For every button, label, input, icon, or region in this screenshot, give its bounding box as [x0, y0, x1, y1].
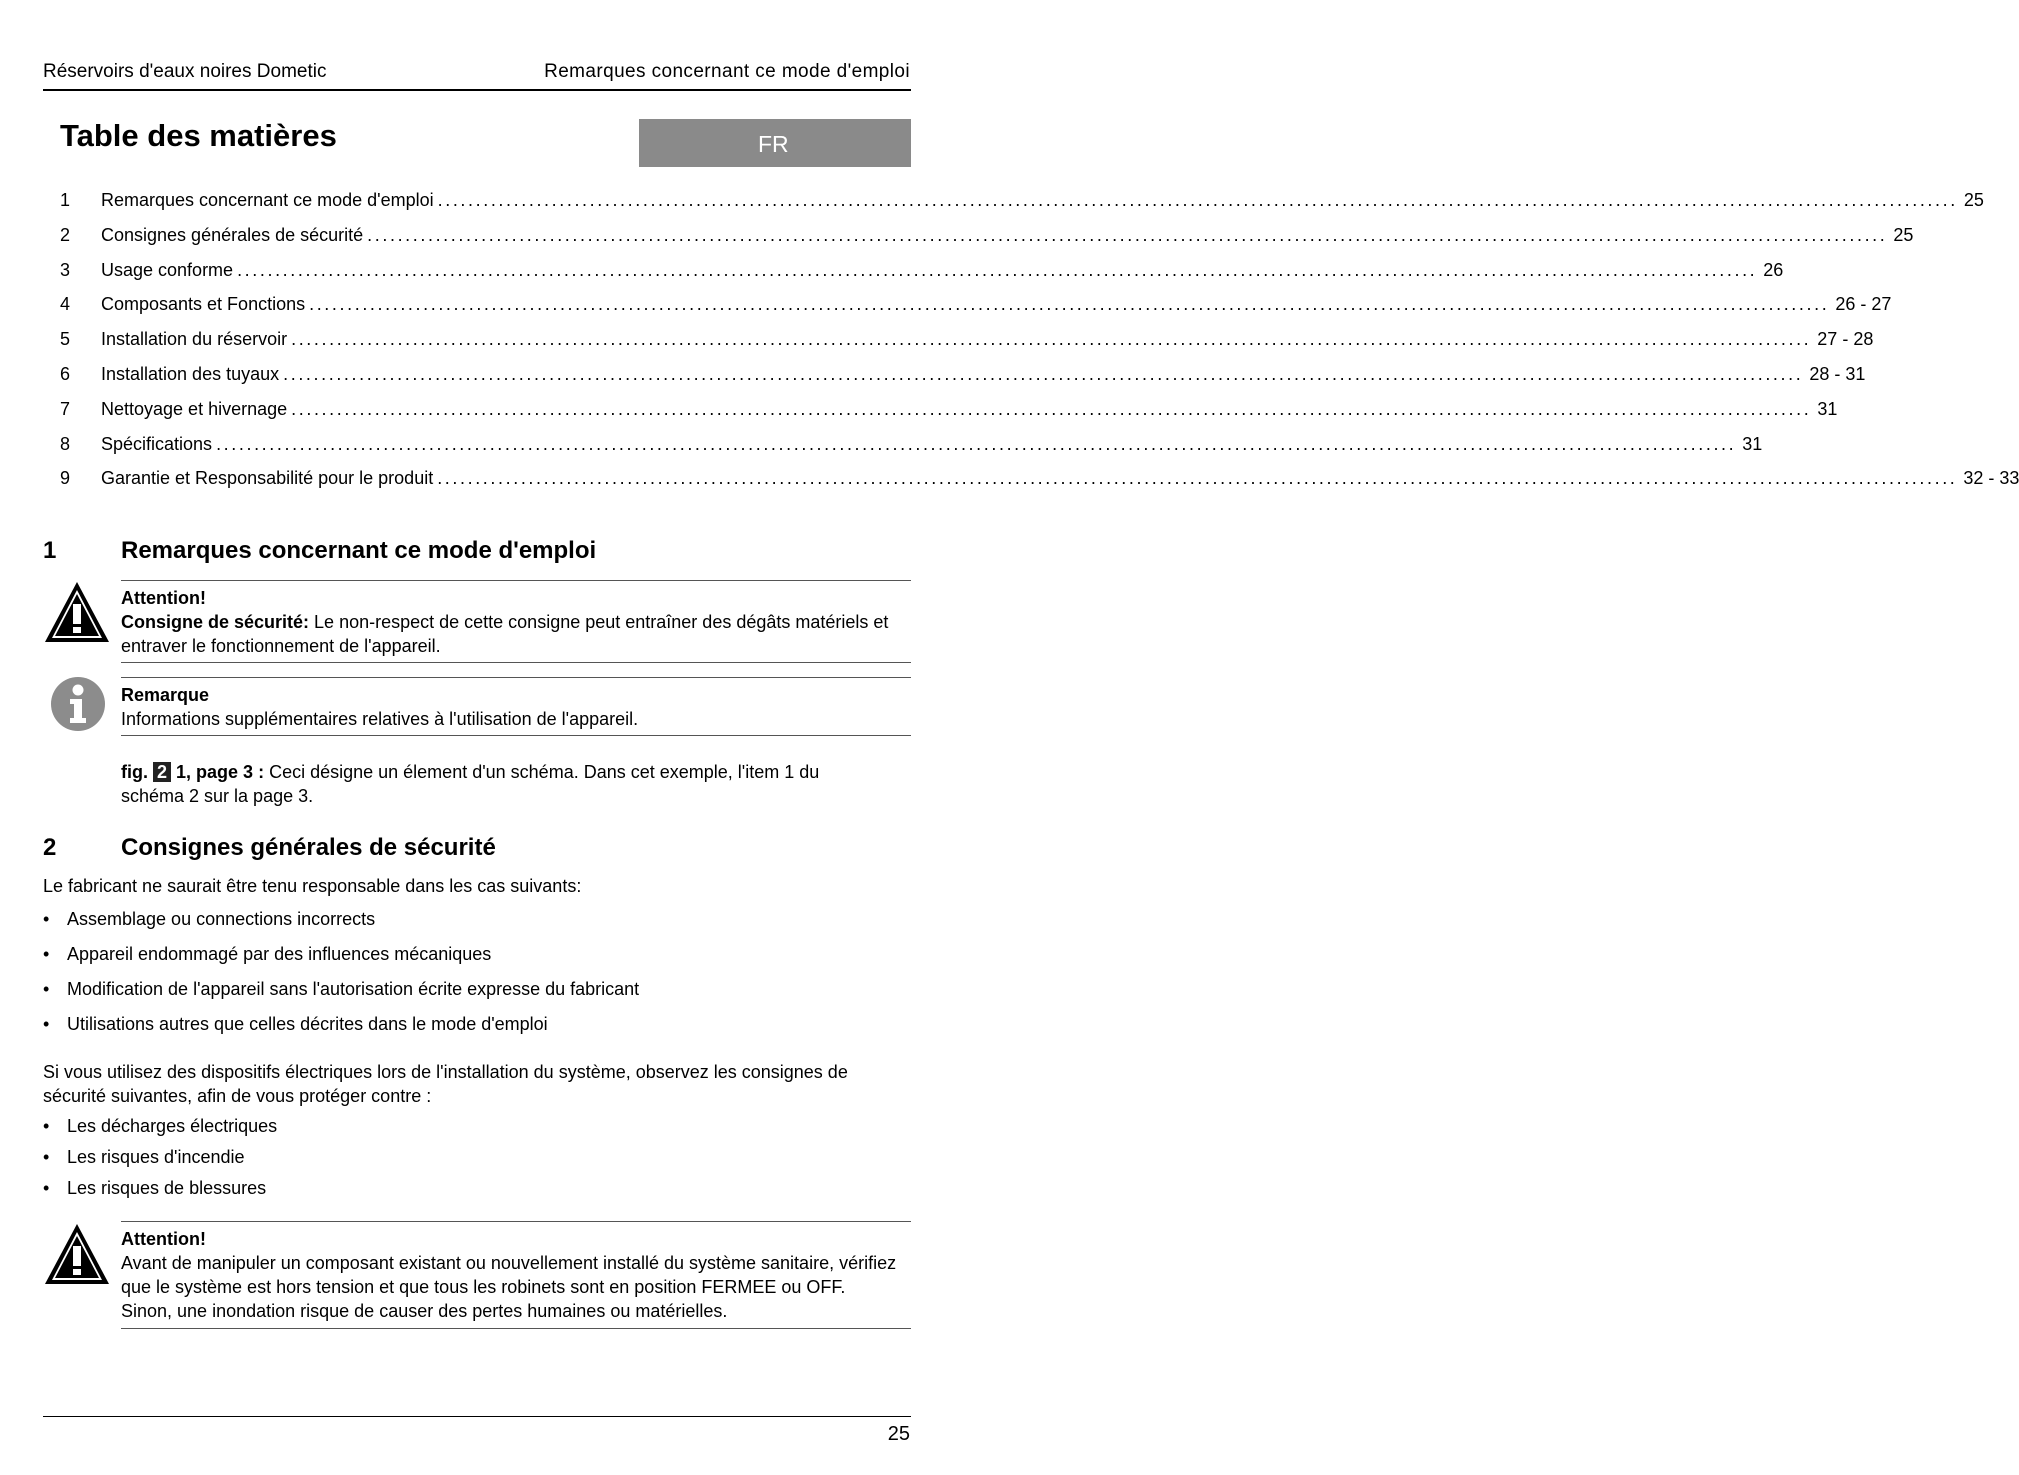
warning-bottom-rule	[121, 662, 911, 663]
list-item	[43, 1014, 639, 1049]
warning-body: Le non-respect de cette consigne peut entraîner des dégâts matériels et entraver le fonctionnement de l'appareil.	[121, 612, 889, 656]
toc-label: Garantie et Responsabilité pour le produit	[101, 468, 434, 489]
list-item-text: Assemblage ou connections incorrects	[67, 909, 376, 929]
toc-row[interactable]	[60, 468, 2019, 503]
liability-list	[43, 909, 639, 1049]
warning-top-rule	[121, 580, 911, 581]
figure-reference-note	[121, 760, 861, 808]
toc-row[interactable]	[60, 329, 1874, 364]
info-bottom-rule	[121, 735, 911, 736]
section-2-heading	[43, 834, 496, 862]
warning-2-top-rule	[121, 1221, 911, 1222]
list-item-text: Les décharges électriques	[67, 1116, 278, 1136]
list-item	[43, 1116, 277, 1147]
section-2-paragraph: Si vous utilisez des dispositifs électriques lors de l'installation du système, observez les consignes de sécurité suivantes, afin de vous protéger contre :	[43, 1062, 848, 1106]
list-item-text: Les risques d'incendie	[67, 1147, 245, 1167]
warning-triangle-icon	[43, 1222, 111, 1291]
toc-row[interactable]	[60, 190, 1984, 225]
info-note	[121, 683, 901, 731]
toc-label: Remarques concernant ce mode d'emploi	[101, 190, 434, 210]
toc-label: Installation des tuyaux	[101, 363, 280, 384]
section-number: 1	[43, 537, 57, 564]
warning-triangle-icon	[43, 580, 111, 649]
warning-text	[121, 610, 901, 658]
warning-2-bottom-rule	[121, 1328, 911, 1329]
toc-page: 25	[1893, 224, 1914, 245]
warning-title: Attention!	[121, 588, 206, 608]
bullet-icon: •	[43, 979, 50, 999]
table-of-contents	[60, 190, 2019, 503]
info-title: Remarque	[121, 685, 210, 705]
toc-page: 25	[1963, 190, 1984, 210]
toc-row[interactable]	[60, 259, 1784, 295]
toc-number: 3	[60, 259, 71, 280]
toc-leader-dots: ........................................................................................................................................................................................................	[291, 329, 1812, 350]
toc-number: 8	[60, 433, 71, 454]
info-top-rule	[121, 677, 911, 678]
toc-page: 31	[1742, 433, 1763, 454]
toc-page: 27 - 28	[1817, 329, 1874, 350]
fig-badge: 2	[153, 762, 171, 782]
toc-number: 6	[60, 363, 71, 384]
toc-row[interactable]	[60, 433, 1763, 469]
running-header-section: Remarques concernant ce mode d'emploi	[544, 61, 910, 82]
toc-row[interactable]	[60, 224, 1914, 260]
toc-label: Installation du réservoir	[101, 329, 288, 350]
fig-ref: 1, page 3 :	[171, 762, 265, 782]
section-number: 2	[43, 834, 57, 861]
list-item-text: Les risques de blessures	[67, 1178, 267, 1198]
fig-prefix: fig.	[121, 762, 148, 782]
toc-leader-dots: ........................................................................................................................................................................................................	[216, 433, 1737, 454]
toc-leader-dots: ........................................................................................................................................................................................................	[437, 468, 1958, 489]
section-title: Remarques concernant ce mode d'emploi	[121, 537, 597, 564]
toc-row[interactable]	[60, 363, 1866, 399]
toc-title: Table des matières	[60, 118, 337, 153]
list-item	[43, 979, 639, 1014]
footer-rule	[43, 1416, 911, 1417]
bullet-icon: •	[43, 909, 50, 929]
toc-label: Spécifications	[101, 433, 213, 454]
info-text: Informations supplémentaires relatives à l'utilisation de l'appareil.	[121, 709, 639, 729]
bullet-icon: •	[43, 1147, 50, 1167]
language-tab	[639, 119, 911, 167]
section-title: Consignes générales de sécurité	[121, 834, 496, 861]
toc-number: 9	[60, 468, 71, 489]
page-number: 25	[887, 1423, 910, 1445]
toc-page: 31	[1817, 398, 1838, 419]
toc-number: 5	[60, 329, 71, 350]
list-item	[43, 944, 639, 979]
toc-page: 26 - 27	[1835, 294, 1892, 315]
warning-title: Attention!	[121, 1229, 206, 1249]
toc-number: 7	[60, 398, 71, 419]
fig-text: Ceci désigne un élement d'un schéma. Dans cet exemple, l'item 1 du schéma 2 sur la page 3.	[121, 762, 820, 806]
list-item	[43, 1147, 277, 1178]
warning-text: Avant de manipuler un composant existant ou nouvellement installé du système sanitaire, vérifiez que le système est hors tension et que tous les robinets sont en position FERMEE ou OFF. Sinon, une inondation risque de causer des pertes humaines ou matérielles.	[121, 1253, 897, 1321]
bullet-icon: •	[43, 1178, 50, 1198]
list-item	[43, 909, 639, 944]
hazard-list	[43, 1116, 277, 1209]
header-rule	[43, 89, 911, 91]
bullet-icon: •	[43, 1116, 50, 1136]
toc-number: 4	[60, 294, 71, 315]
toc-leader-dots: ........................................................................................................................................................................................................	[437, 190, 1958, 210]
bullet-icon: •	[43, 1014, 50, 1034]
toc-leader-dots: ........................................................................................................................................................................................................	[309, 294, 1830, 315]
toc-label: Nettoyage et hivernage	[101, 398, 288, 419]
toc-page: 26	[1763, 259, 1784, 280]
toc-page: 32 - 33	[1963, 468, 2019, 489]
toc-leader-dots: ........................................................................................................................................................................................................	[283, 363, 1804, 384]
toc-number: 1	[60, 190, 71, 210]
warning-label: Consigne de sécurité:	[121, 612, 310, 632]
toc-leader-dots: ........................................................................................................................................................................................................	[367, 224, 1888, 245]
warning-2-note	[121, 1227, 901, 1323]
list-item-text: Utilisations autres que celles décrites dans le mode d'emploi	[67, 1014, 548, 1034]
warning-note	[121, 586, 901, 658]
list-item-text: Modification de l'appareil sans l'autorisation écrite expresse du fabricant	[67, 979, 640, 999]
info-icon	[50, 676, 106, 737]
toc-page: 28 - 31	[1809, 363, 1866, 384]
section-1-heading	[43, 537, 596, 565]
toc-leader-dots: ........................................................................................................................................................................................................	[291, 398, 1812, 419]
bullet-icon: •	[43, 944, 50, 964]
language-label: FR	[758, 131, 789, 157]
list-item	[43, 1178, 277, 1209]
toc-row[interactable]	[60, 294, 1892, 329]
running-header-title: Réservoirs d'eaux noires Dometic	[43, 61, 327, 82]
toc-row[interactable]	[60, 398, 1838, 434]
toc-leader-dots: ........................................................................................................................................................................................................	[237, 259, 1758, 280]
list-item-text: Appareil endommagé par des influences mécaniques	[67, 944, 492, 964]
toc-label: Composants et Fonctions	[101, 294, 306, 315]
toc-label: Usage conforme	[101, 259, 234, 280]
toc-number: 2	[60, 224, 71, 245]
section-2-intro: Le fabricant ne saurait être tenu responsable dans les cas suivants:	[43, 876, 582, 896]
toc-label: Consignes générales de sécurité	[101, 224, 364, 245]
